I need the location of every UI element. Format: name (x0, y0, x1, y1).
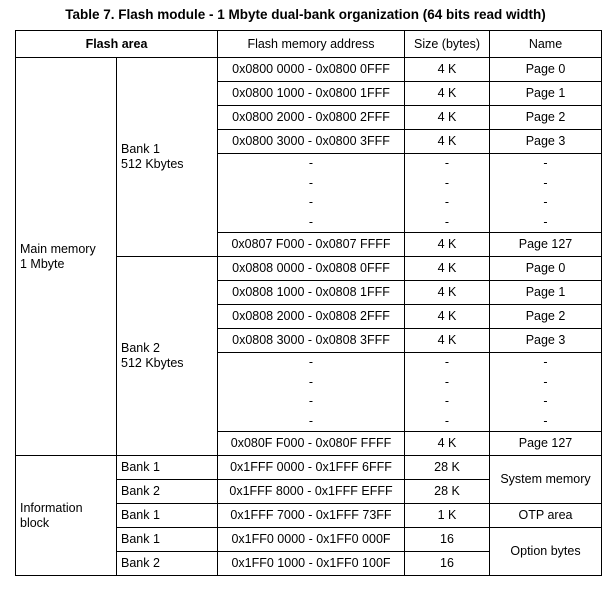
header-address: Flash memory address (218, 31, 405, 58)
size-cell: 4 K (405, 106, 490, 130)
address-cell: 0x0807 F000 - 0x0807 FFFF (218, 233, 405, 257)
bank-cell: Bank 2 (117, 552, 218, 576)
size-cell: 4 K (405, 329, 490, 353)
size-cell: 4 K (405, 432, 490, 456)
header-name: Name (490, 31, 602, 58)
address-cell: 0x0808 2000 - 0x0808 2FFF (218, 305, 405, 329)
name-ellipsis: - - - - (490, 154, 602, 233)
size-cell: 4 K (405, 130, 490, 154)
address-cell: 0x1FF0 0000 - 0x1FF0 000F (218, 528, 405, 552)
page-name-cell: Page 0 (490, 58, 602, 82)
address-ellipsis: - - - - (218, 154, 405, 233)
size-cell: 28 K (405, 480, 490, 504)
size-cell: 4 K (405, 305, 490, 329)
page-name-cell: Page 2 (490, 305, 602, 329)
address-cell: 0x1FFF 7000 - 0x1FFF 73FF (218, 504, 405, 528)
address-cell: 0x1FFF 8000 - 0x1FFF EFFF (218, 480, 405, 504)
size-ellipsis: - - - - (405, 154, 490, 233)
bank-cell: Bank 1 (117, 456, 218, 480)
otp-area-name: OTP area (490, 504, 602, 528)
bank1-label: Bank 1 512 Kbytes (117, 58, 218, 257)
table-row (16, 456, 602, 480)
page-name-cell: Page 127 (490, 432, 602, 456)
page-name-cell: Page 3 (490, 329, 602, 353)
page-name-cell: Page 2 (490, 106, 602, 130)
size-cell: 16 (405, 528, 490, 552)
page-name-cell: Page 0 (490, 257, 602, 281)
address-cell: 0x080F F000 - 0x080F FFFF (218, 432, 405, 456)
bank-cell: Bank 1 (117, 528, 218, 552)
size-cell: 1 K (405, 504, 490, 528)
page-name-cell: Page 127 (490, 233, 602, 257)
page-name-cell: Page 3 (490, 130, 602, 154)
header-flash-area: Flash area (16, 31, 218, 58)
size-cell: 4 K (405, 233, 490, 257)
address-cell: 0x0800 2000 - 0x0800 2FFF (218, 106, 405, 130)
header-size: Size (bytes) (405, 31, 490, 58)
header-row (16, 31, 602, 58)
flash-organization-table (15, 30, 602, 576)
bank-cell: Bank 2 (117, 480, 218, 504)
address-cell: 0x0808 0000 - 0x0808 0FFF (218, 257, 405, 281)
page-name-cell: Page 1 (490, 82, 602, 106)
size-cell: 4 K (405, 82, 490, 106)
table-caption: Table 7. Flash module - 1 Mbyte dual-bank organization (64 bits read width) (65, 7, 546, 22)
table-row (16, 58, 602, 82)
size-cell: 4 K (405, 58, 490, 82)
size-ellipsis: - - - - (405, 353, 490, 432)
size-cell: 28 K (405, 456, 490, 480)
address-ellipsis: - - - - (218, 353, 405, 432)
name-ellipsis: - - - - (490, 353, 602, 432)
page-name-cell: Page 1 (490, 281, 602, 305)
address-cell: 0x0808 1000 - 0x0808 1FFF (218, 281, 405, 305)
bank2-label: Bank 2 512 Kbytes (117, 257, 218, 456)
bank-cell: Bank 1 (117, 504, 218, 528)
option-bytes-name: Option bytes (490, 528, 602, 576)
size-cell: 16 (405, 552, 490, 576)
size-cell: 4 K (405, 257, 490, 281)
size-cell: 4 K (405, 281, 490, 305)
address-cell: 0x1FF0 1000 - 0x1FF0 100F (218, 552, 405, 576)
address-cell: 0x0800 1000 - 0x0800 1FFF (218, 82, 405, 106)
address-cell: 0x0800 3000 - 0x0800 3FFF (218, 130, 405, 154)
address-cell: 0x1FFF 0000 - 0x1FFF 6FFF (218, 456, 405, 480)
address-cell: 0x0800 0000 - 0x0800 0FFF (218, 58, 405, 82)
information-block-label: Information block (16, 456, 117, 576)
address-cell: 0x0808 3000 - 0x0808 3FFF (218, 329, 405, 353)
main-memory-label: Main memory 1 Mbyte (16, 58, 117, 456)
system-memory-name: System memory (490, 456, 602, 504)
